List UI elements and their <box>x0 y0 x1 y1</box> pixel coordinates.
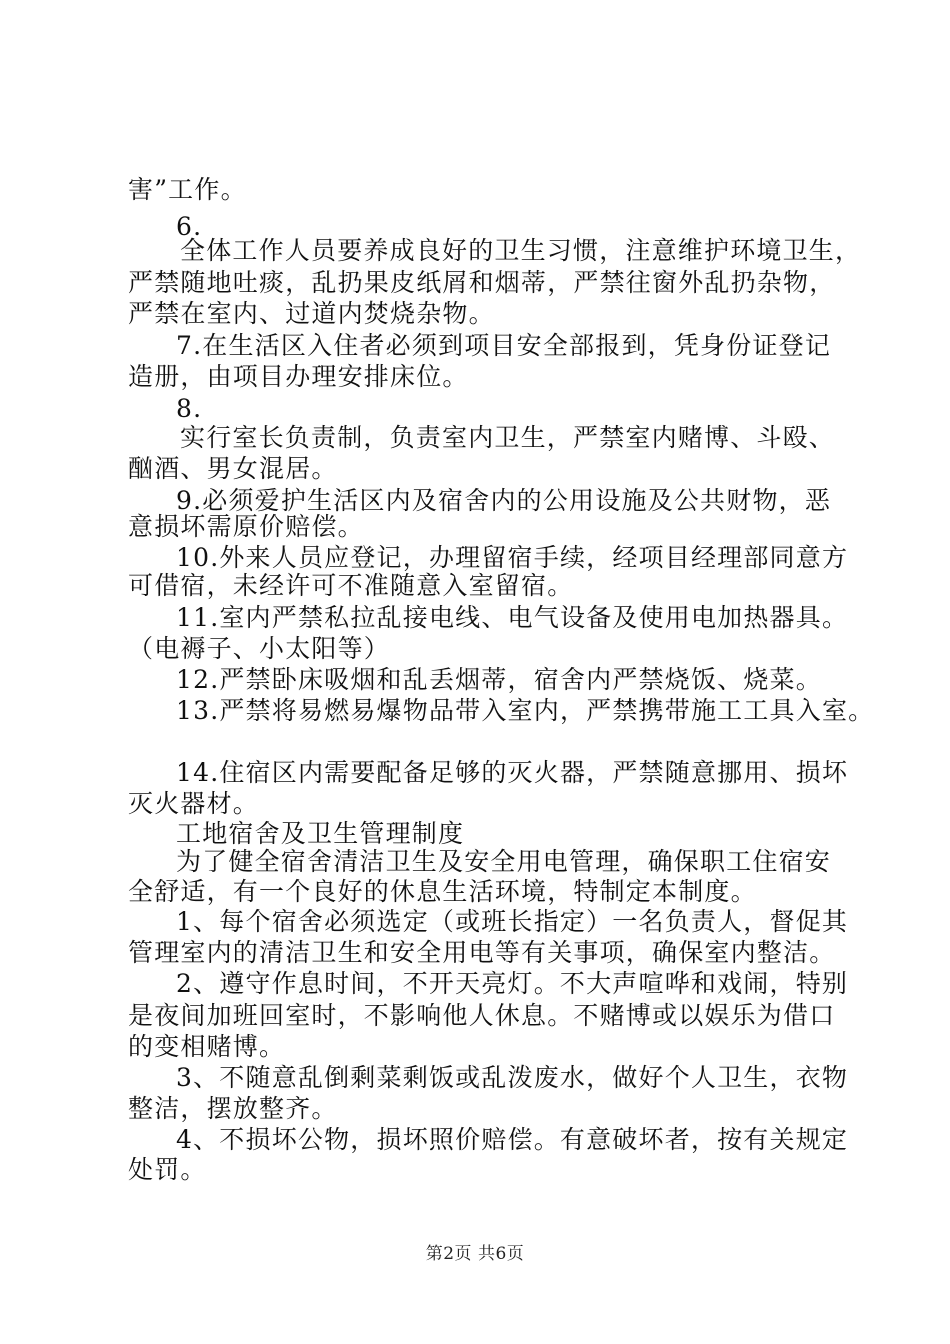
text-line: 严禁在室内、过道内焚烧杂物。 <box>128 299 495 328</box>
text-line: 处罚。 <box>128 1155 207 1184</box>
text-line: 实行室长负责制，负责室内卫生，严禁室内赌博、斗殴、 <box>180 423 836 452</box>
text-line: 整洁，摆放整齐。 <box>128 1094 338 1123</box>
text-line: （电褥子、小太阳等） <box>128 634 391 663</box>
text-line: 意损坏需原价赔偿。 <box>128 512 364 541</box>
text-line: 2、遵守作息时间，不开天亮灯。不大声喧哗和戏闹，特别 <box>176 969 849 998</box>
text-line: 全舒适，有一个良好的休息生活环境，特制定本制度。 <box>128 877 757 906</box>
text-line: 3、不随意乱倒剩菜剩饭或乱泼废水，做好个人卫生，衣物 <box>176 1063 849 1092</box>
item-number: 6. <box>176 212 203 241</box>
text-line: 14.住宿区内需要配备足够的灭火器，严禁随意挪用、损坏 <box>176 758 849 787</box>
text-line: 1、每个宿舍必须选定（或班长指定）一名负责人，督促其 <box>176 907 849 936</box>
text-line: 4、不损坏公物，损坏照价赔偿。有意破坏者，按有关规定 <box>176 1125 849 1154</box>
item-number: 8. <box>176 394 203 423</box>
text-line: 酗酒、男女混居。 <box>128 454 338 483</box>
text-line: 7.在生活区入住者必须到项目安全部报到，凭身份证登记 <box>176 331 832 360</box>
page-number-footer: 第2页 共6页 <box>425 1244 525 1264</box>
text-line: 可借宿，未经许可不准随意入室留宿。 <box>128 571 574 600</box>
text-line: 是夜间加班回室时，不影响他人休息。不赌博或以娱乐为借口 <box>128 1001 836 1030</box>
text-line: 10.外来人员应登记，办理留宿手续，经项目经理部同意方 <box>176 543 849 572</box>
text-line: 9.必须爱护生活区内及宿舍内的公用设施及公共财物，恶 <box>176 486 832 515</box>
text-line: 11.室内严禁私拉乱接电线、电气设备及使用电加热器具。 <box>176 603 849 632</box>
text-line: 12.严禁卧床吸烟和乱丢烟蒂，宿舍内严禁烧饭、烧菜。 <box>176 665 822 694</box>
text-line: 的变相赌博。 <box>128 1032 286 1061</box>
text-line: 灭火器材。 <box>128 789 260 818</box>
text-line: 害”工作。 <box>128 175 247 204</box>
section-heading: 工地宿舍及卫生管理制度 <box>176 819 465 848</box>
text-line: 严禁随地吐痰，乱扔果皮纸屑和烟蒂，严禁往窗外乱扔杂物， <box>128 268 836 297</box>
text-line: 为了健全宿舍清洁卫生及安全用电管理，确保职工住宿安 <box>176 847 832 876</box>
text-line: 造册，由项目办理安排床位。 <box>128 362 469 391</box>
text-line: 管理室内的清洁卫生和安全用电等有关事项，确保室内整洁。 <box>128 938 836 967</box>
text-line: 13.严禁将易燃易爆物品带入室内，严禁携带施工工具入室。 <box>176 696 875 725</box>
text-line: 全体工作人员要养成良好的卫生习惯，注意维护环境卫生， <box>180 236 862 265</box>
